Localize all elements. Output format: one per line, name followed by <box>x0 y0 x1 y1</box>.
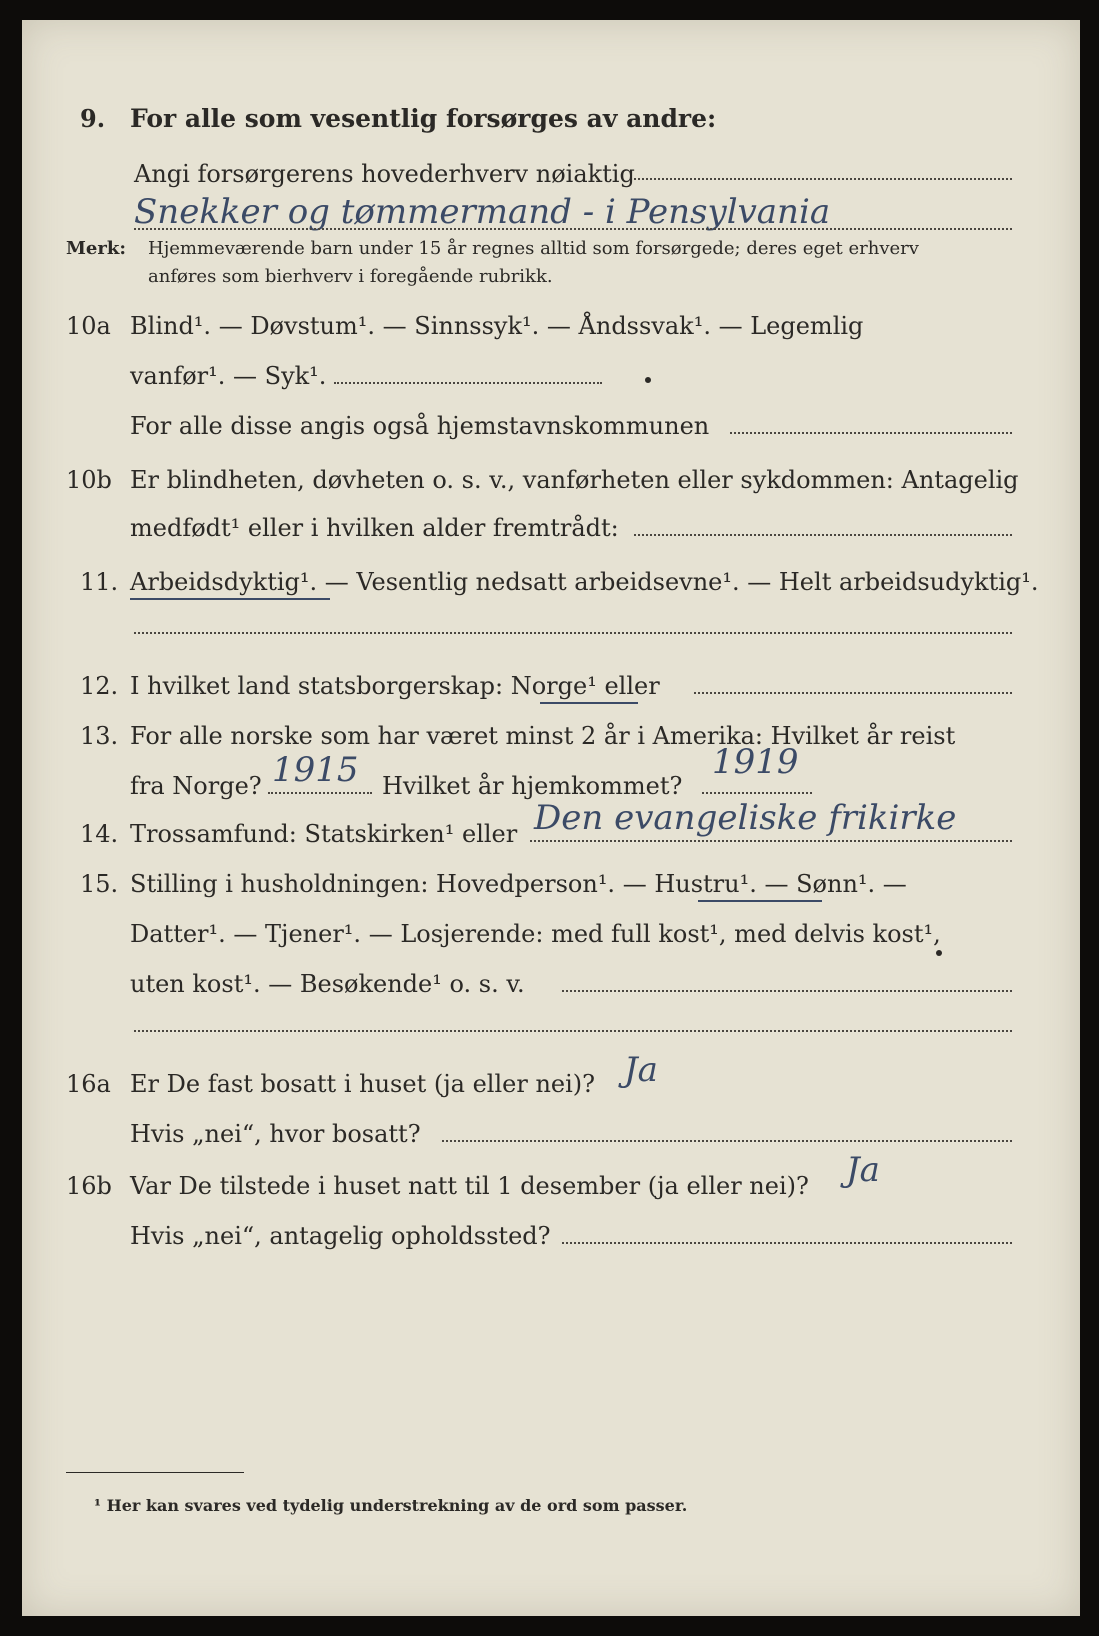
q9-number: 9. <box>80 104 106 133</box>
q11-number: 11. <box>80 568 119 596</box>
q11-underline-arbeidsdyktig <box>130 598 330 600</box>
q16b-line2-fill <box>562 1242 1012 1244</box>
q16a-answer: Ja <box>624 1050 658 1090</box>
q11-line2-fill <box>134 632 1012 634</box>
q10a-line3-fill <box>730 432 1012 434</box>
q15-line3: uten kost¹. — Besøkende¹ o. s. v. <box>130 970 525 998</box>
ink-spot-2 <box>936 950 942 956</box>
q9-answer: Snekker og tømmermand - i Pensylvania <box>134 192 831 232</box>
q10a-number: 10a <box>66 312 111 340</box>
q13-answer-left: 1915 <box>272 750 359 790</box>
q13-line2a: fra Norge? <box>130 772 262 800</box>
q10b-line1: Er blindheten, døvheten o. s. v., vanførheten eller sykdommen: Antagelig <box>130 466 1019 494</box>
q15-number: 15. <box>80 870 119 898</box>
ink-spot <box>645 377 651 383</box>
q10a-line2: vanfør¹. — Syk¹. <box>130 362 327 390</box>
q11-line1: Arbeidsdyktig¹. — Vesentlig nedsatt arbeidsevne¹. — Helt arbeidsudyktig¹. <box>130 568 1039 596</box>
footnote: ¹ Her kan svares ved tydelig understrekning av de ord som passer. <box>94 1496 688 1515</box>
q15-line4-fill <box>134 1030 1012 1032</box>
q13-number: 13. <box>80 722 119 750</box>
q12-line1: I hvilket land statsborgerskap: Norge¹ eller <box>130 672 660 700</box>
merk-line2: anføres som bierhverv i foregående rubrikk. <box>148 266 553 287</box>
q14-number: 14. <box>80 820 119 848</box>
q13-right-fill <box>702 792 812 794</box>
footnote-rule <box>66 1472 244 1473</box>
q9-prompt: Angi forsørgerens hovederhverv nøiaktig <box>134 160 635 188</box>
q12-underline-norge <box>540 702 638 704</box>
q15-line3-fill <box>562 990 1012 992</box>
q15-underline-hustru <box>698 900 822 902</box>
q10b-number: 10b <box>66 466 112 494</box>
q13-left-fill <box>268 792 372 794</box>
q10b-line2: medfødt¹ eller i hvilken alder fremtrådt: <box>130 514 619 542</box>
q16a-line1: Er De fast bosatt i huset (ja eller nei)? <box>130 1070 596 1098</box>
q16b-line1: Var De tilstede i huset natt til 1 desember (ja eller nei)? <box>130 1172 809 1200</box>
q16a-number: 16a <box>66 1070 111 1098</box>
q14-line1-fill <box>530 840 1012 842</box>
q10a-line2-fill <box>334 382 602 384</box>
q9-prompt-line <box>634 178 1012 180</box>
q10a-line1: Blind¹. — Døvstum¹. — Sinnssyk¹. — Åndssvak¹. — Legemlig <box>130 312 864 340</box>
q10a-line3: For alle disse angis også hjemstavnskommunen <box>130 412 710 440</box>
q14-answer: Den evangeliske frikirke <box>534 798 957 838</box>
q16a-line2-fill <box>442 1140 1012 1142</box>
census-form-page <box>22 20 1080 1616</box>
q16a-line2: Hvis „nei“, hvor bosatt? <box>130 1120 421 1148</box>
q12-line1-fill <box>694 692 1012 694</box>
q16b-number: 16b <box>66 1172 112 1200</box>
q13-line1: For alle norske som har været minst 2 år i Amerika: Hvilket år reist <box>130 722 956 750</box>
q15-line2: Datter¹. — Tjener¹. — Losjerende: med full kost¹, med delvis kost¹, <box>130 920 941 948</box>
q13-answer-right: 1919 <box>712 742 799 782</box>
q12-number: 12. <box>80 672 119 700</box>
q16b-line2: Hvis „nei“, antagelig opholdssted? <box>130 1222 551 1250</box>
merk-label: Merk: <box>66 238 126 259</box>
q16b-answer: Ja <box>846 1150 880 1190</box>
q9-heading: For alle som vesentlig forsørges av andre: <box>130 104 717 133</box>
q13-line2b: Hvilket år hjemkommet? <box>382 772 683 800</box>
q9-answer-line <box>134 228 1012 230</box>
merk-line1: Hjemmeværende barn under 15 år regnes alltid som forsørgede; deres eget erhverv <box>148 238 919 259</box>
q14-line1: Trossamfund: Statskirken¹ eller <box>130 820 518 848</box>
q10b-line2-fill <box>634 534 1012 536</box>
q15-line1: Stilling i husholdningen: Hovedperson¹. — Hustru¹. — Sønn¹. — <box>130 870 907 898</box>
